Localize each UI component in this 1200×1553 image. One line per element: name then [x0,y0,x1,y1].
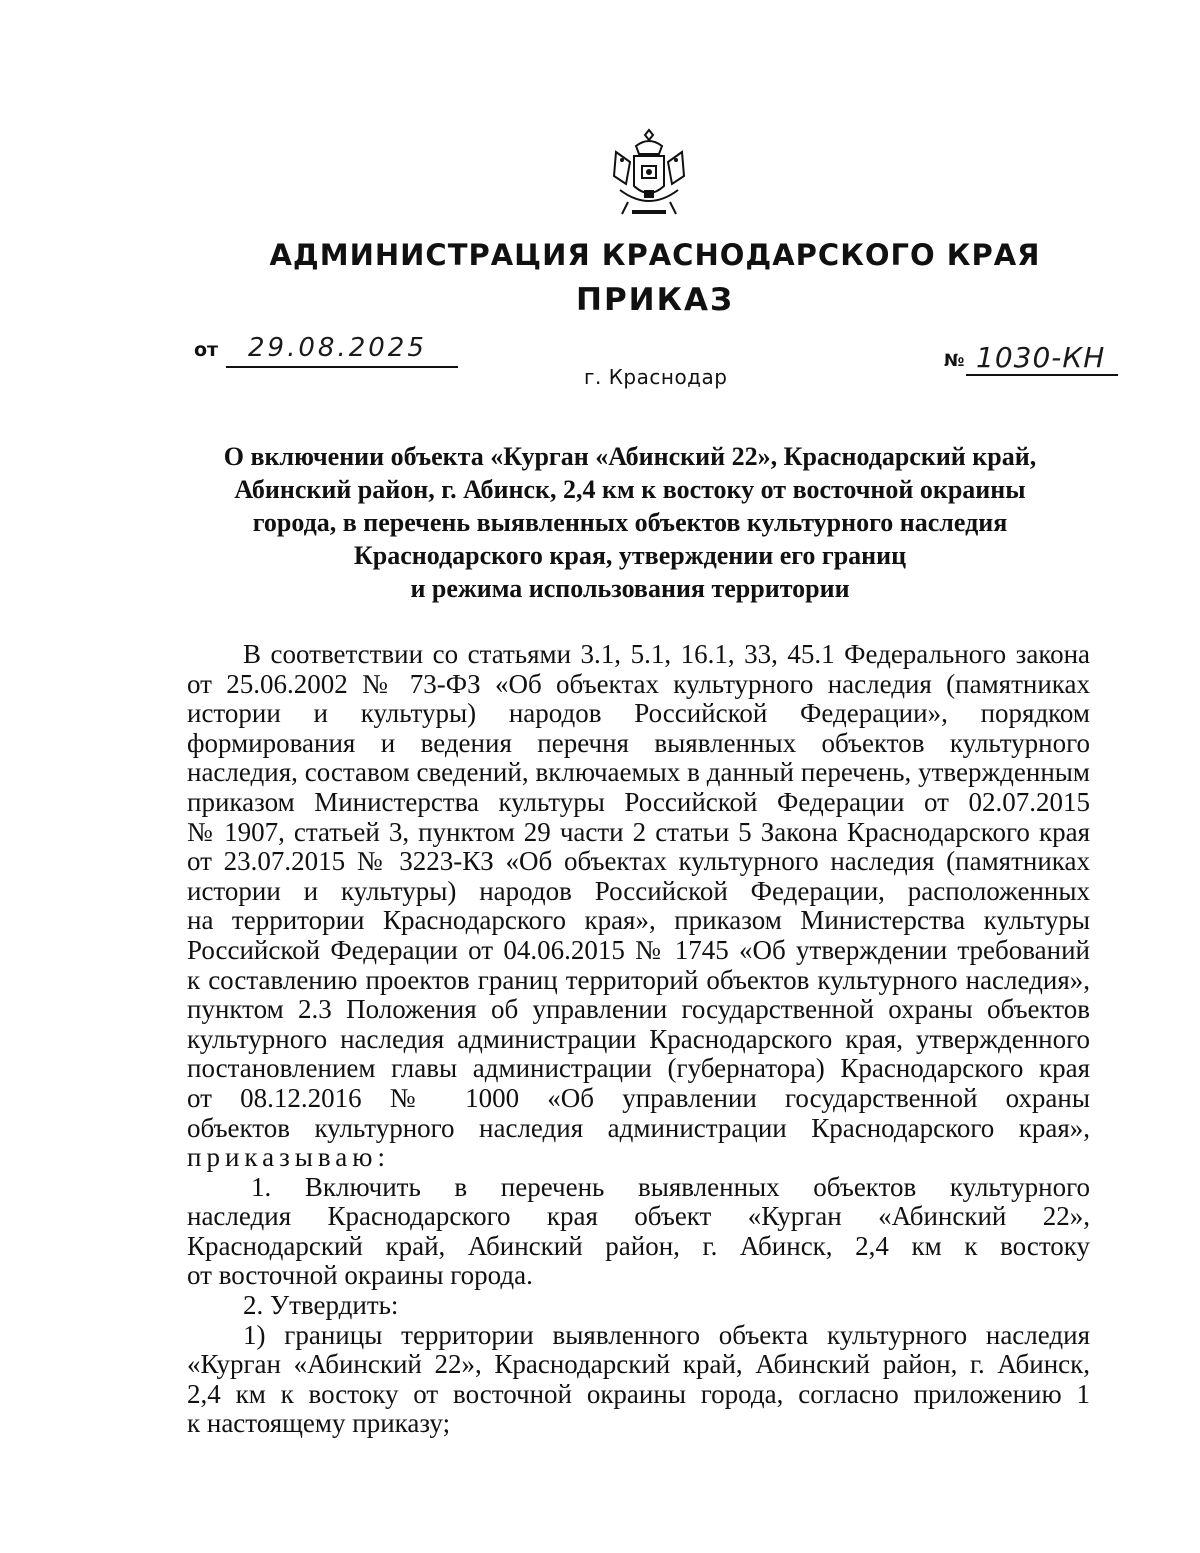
body-line-decree: приказываю: [187,1142,390,1173]
body-line: наследия, составом сведений, включаемых в данный перечень, утвержденным [187,757,1090,788]
body-line: постановлением главы администрации (губернатора) Краснодарского края [187,1053,1090,1084]
subject-line: О включении объекта «Курган «Абинский 22», Краснодарский край, [223,442,1037,471]
coat-of-arms-emblem [606,126,692,220]
body-line: наследия Краснодарского края объект «Курган «Абинский 22», [187,1201,1090,1232]
body-line: культурного наследия администрации Краснодарского края, утвержденного [187,1023,1090,1054]
subject-line: города, в перечень выявленных объектов культурного наследия [252,508,1008,537]
body-line: от 25.06.2002 № 73-ФЗ «Об объектах культурного наследия (памятниках [187,668,1090,699]
body-line: В соответствии со статьями 3.1, 5.1, 16.1, 33, 45.1 Федерального закона [243,639,1090,669]
body-line: к настоящему приказу; [187,1408,451,1439]
subject-line: и режима использования территории [410,574,850,603]
body-line: Краснодарский край, Абинский район, г. Абинск, 2,4 км к востоку [187,1230,1090,1261]
date-label: от [194,339,219,361]
order-body [187,640,1090,1439]
body-line: истории и культуры) народов Российской Федерации, расположенных [187,875,1090,906]
number-label: № [944,351,965,371]
body-line: 2. Утвердить: [243,1290,399,1321]
handwritten-number: 1030-КН [976,341,1106,374]
body-line: объектов культурного наследия администрации Краснодарского края», [187,1112,1090,1143]
body-line: Российской Федерации от 04.06.2015 № 1745 «Об утверждении требований [187,934,1090,965]
subject-line: Абинский район, г. Абинск, 2,4 км к востоку от восточной окраины [234,475,1026,504]
body-line: пунктом 2.3 Положения об управлении государственной охраны объектов [187,994,1090,1025]
body-line: «Курган «Абинский 22», Краснодарский край, Абинский район, г. Абинск, [187,1349,1090,1380]
body-line: 2,4 км к востоку от восточной окраины города, согласно приложению 1 [187,1378,1090,1409]
body-line: на территории Краснодарского края», приказом Министерства культуры [187,905,1090,936]
document-type: ПРИКАЗ [576,282,734,318]
body-line: от восточной окраины города. [187,1260,533,1291]
body-line: от 23.07.2015 № 3223-КЗ «Об объектах культурного наследия (памятниках [187,846,1090,877]
body-line: 1. Включить в перечень выявленных объектов культурного [251,1171,1090,1202]
body-line: истории и культуры) народов Российской Федерации», порядком [187,698,1090,729]
body-line: № 1907, статьей 3, пунктом 29 части 2 статьи 5 Закона Краснодарского края [187,816,1090,847]
handwritten-date: 29.08.2025 [248,333,427,363]
body-line: 1) границы территории выявленного объекта культурного наследия [243,1319,1090,1350]
organization-title: АДМИНИСТРАЦИЯ КРАСНОДАРСКОГО КРАЯ [269,238,1041,272]
body-line: к составлению проектов границ территорий объектов культурного наследия», [187,964,1090,995]
order-subject [160,440,1100,605]
body-line: приказом Министерства культуры Российской Федерации от 02.07.2015 [187,786,1090,817]
subject-line: Краснодарского края, утверждении его границ [353,541,907,570]
body-line: от 08.12.2016 № 1000 «Об управлении государственной охраны [187,1082,1090,1113]
body-line: формирования и ведения перечня выявленных объектов культурного [187,727,1090,758]
city-line: г. Краснодар [584,365,728,389]
